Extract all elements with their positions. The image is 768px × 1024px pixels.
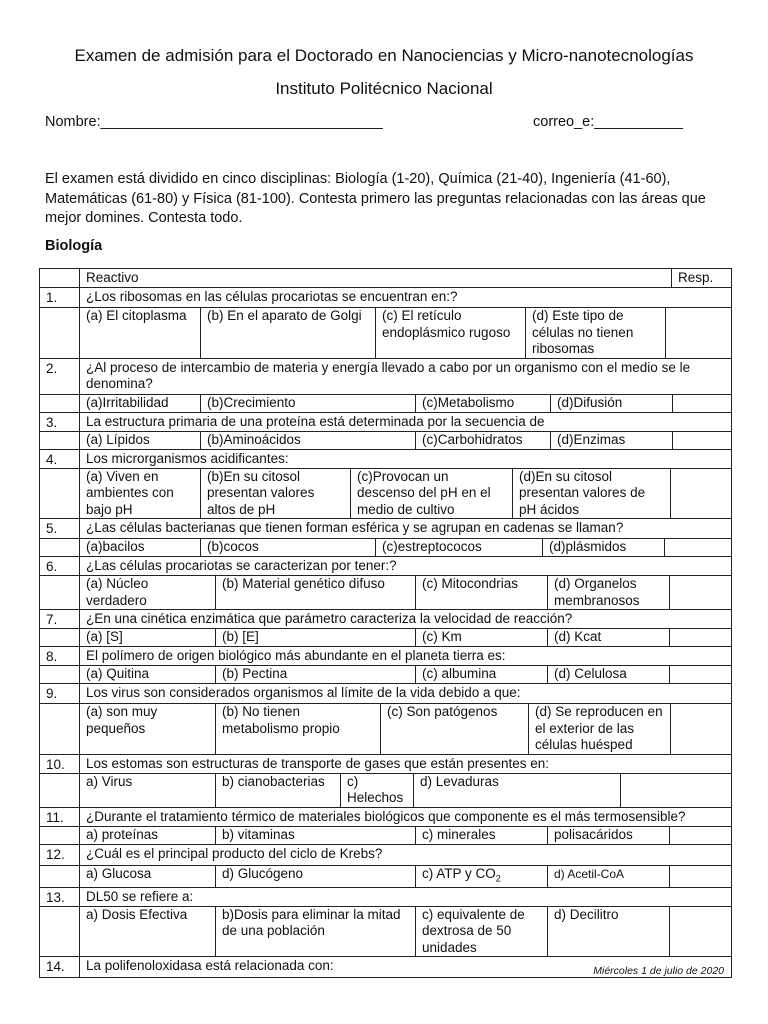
- option-cell: [415, 827, 547, 844]
- subscript: 2: [495, 873, 501, 884]
- options-row: [40, 538, 731, 556]
- answer-cell[interactable]: [669, 629, 731, 646]
- option-text: a) Glucosa: [86, 865, 152, 881]
- question-text: ¿Cuál es el principal producto del ciclo de Krebs?: [86, 845, 383, 861]
- exam-table: [39, 268, 732, 978]
- option-text: (d) Celulosa: [554, 666, 627, 681]
- option-text: (a) son muy pequeños: [86, 704, 158, 736]
- option-text: (d) Organelos membranosos: [554, 576, 640, 608]
- answer-cell[interactable]: [672, 395, 731, 412]
- number-cell-empty: [40, 395, 80, 412]
- question-text: El polímero de origen biológico más abundante en el planeta tierra es:: [86, 648, 506, 663]
- option-cell: [547, 666, 669, 683]
- options-row: [40, 906, 731, 957]
- question-row: [40, 556, 731, 575]
- options-grid: [80, 666, 731, 683]
- option-text: d) Glucógeno: [222, 865, 304, 881]
- options-grid: [80, 827, 731, 844]
- option-cell: [215, 666, 415, 683]
- question-text: ¿En una cinética enzimática que parámetro caracteriza la velocidad de reacción?: [86, 611, 573, 626]
- reactivo-header: Reactivo: [86, 270, 139, 285]
- question-number: 2.: [40, 359, 80, 394]
- question-row: [40, 844, 731, 865]
- option-text: (b)Aminoácidos: [207, 431, 301, 447]
- option-cell: [80, 576, 215, 609]
- table-header: [40, 269, 731, 287]
- option-cell: [80, 629, 215, 646]
- option-cell: [340, 774, 413, 807]
- option-text: (b) No tienen metabolismo propio: [222, 704, 340, 736]
- option-text: (c) Son patógenos: [387, 704, 498, 719]
- options-row: [40, 628, 731, 646]
- option-cell: [542, 539, 664, 556]
- option-text: polisacáridos: [554, 826, 633, 842]
- option-cell: [80, 704, 215, 754]
- question-number: 1.: [40, 288, 80, 307]
- number-cell-empty: [40, 432, 80, 449]
- option-text: (a) Núcleo verdadero: [86, 576, 149, 608]
- options-row: [40, 703, 731, 754]
- question-number: 5.: [40, 519, 80, 538]
- option-text: (c)Provocan un descenso del pH en el medio de cultivo: [357, 468, 491, 517]
- options-row: [40, 826, 731, 844]
- option-cell: [415, 866, 547, 887]
- option-text: (c) Km: [422, 629, 462, 644]
- question-number: 8.: [40, 647, 80, 665]
- option-text: (b) En el aparato de Golgi: [207, 308, 362, 323]
- number-cell-empty: [40, 866, 80, 887]
- option-cell: [80, 907, 215, 957]
- number-cell-empty: [40, 907, 80, 957]
- answer-cell[interactable]: [664, 539, 731, 556]
- options-grid: [80, 469, 731, 519]
- question-number: 4.: [40, 450, 80, 468]
- question-text: Los estomas son estructuras de transporte de gases que están presentes en:: [86, 755, 550, 771]
- option-text: a) Virus: [86, 773, 133, 789]
- option-text: c) minerales: [422, 826, 496, 842]
- resp-header: Resp.: [671, 269, 731, 287]
- option-text: c) ATP y CO: [422, 865, 496, 881]
- number-cell-empty: [40, 539, 80, 556]
- option-text: a) Dosis Efectiva: [86, 906, 188, 922]
- option-cell: [215, 576, 415, 609]
- option-cell: [80, 774, 215, 807]
- question-number: 14.: [40, 957, 80, 977]
- answer-cell[interactable]: [669, 866, 731, 887]
- number-cell-empty: [40, 827, 80, 844]
- options-row: [40, 575, 731, 609]
- number-cell-empty: [40, 576, 80, 609]
- option-cell: [413, 774, 620, 807]
- option-cell: [415, 666, 547, 683]
- option-cell: [200, 308, 375, 358]
- option-cell: [215, 629, 415, 646]
- question-row: [40, 609, 731, 628]
- option-text: d) Acetil-CoA: [554, 866, 625, 881]
- option-cell: [215, 866, 415, 887]
- options-grid: [80, 629, 731, 646]
- option-cell: [375, 539, 542, 556]
- option-text: c) Helechos: [347, 773, 404, 805]
- number-cell-empty: [40, 704, 80, 754]
- option-text: (a)bacilos: [86, 539, 145, 554]
- options-grid: [80, 432, 731, 449]
- option-text: d) Levaduras: [420, 773, 499, 789]
- question-text: ¿Al proceso de intercambio de materia y energía llevado a cabo por un organismo con el medio se le denomina?: [86, 359, 691, 391]
- option-cell: [415, 395, 550, 412]
- option-text: (c) albumina: [422, 666, 497, 681]
- num-header: [40, 269, 80, 287]
- option-cell: [80, 827, 215, 844]
- option-text: (c)estreptococos: [382, 539, 482, 554]
- question-number: 13.: [40, 888, 80, 906]
- option-text: (c) El retículo endoplásmico rugoso: [382, 308, 511, 340]
- options-grid: [80, 704, 731, 754]
- option-text: (a)Irritabilidad: [86, 394, 169, 410]
- question-row: [40, 449, 731, 468]
- footer-date: Miércoles 1 de julio de 2020: [593, 965, 724, 977]
- section-title: Biología: [45, 238, 103, 254]
- options-grid: [80, 308, 731, 358]
- option-text: b) cianobacterias: [222, 773, 325, 789]
- options-grid: [80, 866, 731, 887]
- question-number: 11.: [40, 808, 80, 826]
- answer-cell[interactable]: [669, 576, 731, 609]
- email-field: correo_e:___________: [533, 114, 683, 130]
- option-cell: [80, 432, 200, 449]
- option-cell: [547, 866, 669, 887]
- question-text: Los microrganismos acidificantes:: [86, 450, 289, 466]
- question-text: ¿Las células bacterianas que tienen forman esférica y se agrupan en cadenas se llaman?: [86, 520, 624, 535]
- option-text: (d) Este tipo de células no tienen ribosomas: [532, 308, 634, 356]
- question-number: 9.: [40, 684, 80, 703]
- answer-cell[interactable]: [665, 308, 731, 358]
- option-text: d) Decilitro: [554, 906, 619, 922]
- option-text: (d)Difusión: [557, 394, 623, 410]
- option-cell: [215, 774, 340, 807]
- option-cell: [80, 666, 215, 683]
- option-text: (c)Carbohidratos: [422, 431, 523, 447]
- options-grid: [80, 539, 731, 556]
- option-cell: [415, 907, 547, 957]
- question-text: DL50 se refiere a:: [86, 888, 194, 904]
- option-cell: [80, 308, 200, 358]
- option-cell: [547, 576, 669, 609]
- option-text: (d)plásmidos: [549, 539, 627, 554]
- option-cell: [215, 704, 380, 754]
- question-text: ¿Durante el tratamiento térmico de materiales biológicos que componente es el más termosensible?: [86, 808, 686, 824]
- options-row: [40, 431, 731, 449]
- option-text: (c) Mitocondrias: [422, 576, 519, 591]
- option-text: (b)Crecimiento: [207, 394, 296, 410]
- number-cell-empty: [40, 774, 80, 807]
- option-text: c) equivalente de dextrosa de 50 unidades: [422, 906, 525, 955]
- option-cell: [200, 395, 415, 412]
- option-text: (d)Enzimas: [557, 431, 626, 447]
- question-row: [40, 646, 731, 665]
- answer-cell[interactable]: [669, 827, 731, 844]
- options-row: [40, 307, 731, 358]
- option-text: (a) Viven en ambientes con bajo pH: [86, 468, 174, 517]
- question-number: 3.: [40, 413, 80, 431]
- question-number: 7.: [40, 610, 80, 628]
- option-cell: [350, 469, 512, 519]
- option-text: (b) [E]: [222, 629, 259, 644]
- option-text: (a) El citoplasma: [86, 308, 187, 323]
- options-row: [40, 665, 731, 683]
- option-text: b)Dosis para eliminar la mitad de una población: [222, 906, 401, 939]
- option-text: (b)En su citosol presentan valores altos de pH: [207, 468, 315, 517]
- exam-title: Examen de admisión para el Doctorado en Nanociencias y Micro-nanotecnologías: [74, 46, 694, 65]
- options-row: [40, 773, 731, 807]
- name-field: Nombre:___________________________________: [45, 114, 383, 130]
- options-grid: [80, 907, 731, 957]
- option-cell: [200, 432, 415, 449]
- number-cell-empty: [40, 469, 80, 519]
- options-row: [40, 865, 731, 887]
- question-text: ¿Los ribosomas en las células procariotas se encuentran en:?: [86, 289, 458, 304]
- option-text: (d) Kcat: [554, 629, 602, 644]
- option-text: (b) Material genético difuso: [222, 576, 385, 591]
- option-cell: [215, 827, 415, 844]
- option-cell: [80, 866, 215, 887]
- question-row: [40, 754, 731, 773]
- question-text: Los virus son considerados organismos al límite de la vida debido a que:: [86, 685, 521, 700]
- options-grid: [80, 774, 731, 807]
- option-cell: [200, 469, 350, 519]
- question-text: ¿Las células procariotas se caracterizan por tener:?: [86, 558, 397, 573]
- option-cell: [525, 308, 665, 358]
- question-text: La polifenoloxidasa está relacionada con:: [86, 958, 334, 974]
- options-row: [40, 394, 731, 412]
- option-text: (d)En su citosol presentan valores de pH ácidos: [519, 468, 646, 517]
- question-row: [40, 887, 731, 906]
- option-cell: [80, 395, 200, 412]
- option-cell: [547, 629, 669, 646]
- option-cell: [547, 827, 669, 844]
- number-cell-empty: [40, 666, 80, 683]
- options-grid: [80, 576, 731, 609]
- number-cell-empty: [40, 308, 80, 358]
- question-row: [40, 412, 731, 431]
- question-number: 6.: [40, 557, 80, 575]
- option-cell: [375, 308, 525, 358]
- institution-title: Instituto Politécnico Nacional: [275, 79, 493, 98]
- options-row: [40, 468, 731, 519]
- option-cell: [380, 704, 528, 754]
- answer-cell[interactable]: [670, 704, 731, 754]
- question-row: [40, 358, 731, 394]
- option-cell: [547, 907, 669, 957]
- question-number: 10.: [40, 755, 80, 773]
- answer-cell[interactable]: [669, 666, 731, 683]
- option-text: (b) Pectina: [222, 666, 288, 681]
- option-text: (b)cocos: [207, 539, 259, 554]
- option-text: (a) Lípidos: [86, 431, 150, 447]
- option-cell: [80, 469, 200, 519]
- option-cell: [550, 432, 672, 449]
- option-cell: [215, 907, 415, 957]
- option-text: b) vitaminas: [222, 826, 295, 842]
- question-row: [40, 683, 731, 703]
- option-text: (a) [S]: [86, 629, 123, 644]
- answer-cell[interactable]: [672, 432, 731, 449]
- number-cell-empty: [40, 629, 80, 646]
- question-number: 12.: [40, 845, 80, 865]
- option-cell: [415, 576, 547, 609]
- option-cell: [415, 432, 550, 449]
- question-text: La estructura primaria de una proteína está determinada por la secuencia de: [86, 413, 545, 429]
- answer-cell[interactable]: [620, 774, 731, 807]
- answer-cell[interactable]: [669, 907, 731, 957]
- question-row: [40, 518, 731, 538]
- question-row: [40, 807, 731, 826]
- question-row: [40, 287, 731, 307]
- option-cell: [528, 704, 670, 754]
- option-text: (c)Metabolismo: [422, 394, 515, 410]
- option-cell: [512, 469, 670, 519]
- option-cell: [550, 395, 672, 412]
- option-text: (a) Quitina: [86, 666, 150, 681]
- option-cell: [80, 539, 200, 556]
- option-text: a) proteínas: [86, 826, 159, 842]
- option-text: (d) Se reproducen en el exterior de las células huésped: [535, 704, 663, 752]
- option-cell: [415, 629, 547, 646]
- answer-cell[interactable]: [670, 469, 731, 519]
- instructions: El examen está dividido en cinco disciplinas: Biología (1-20), Química (21-40), Ingeniería (41-60), Matemáticas (61-80) y Física (81-100). Contesta primero las preguntas relacionadas con las áreas que mejor domines. Contesta todo.: [45, 171, 706, 226]
- options-grid: [80, 395, 731, 412]
- option-cell: [200, 539, 375, 556]
